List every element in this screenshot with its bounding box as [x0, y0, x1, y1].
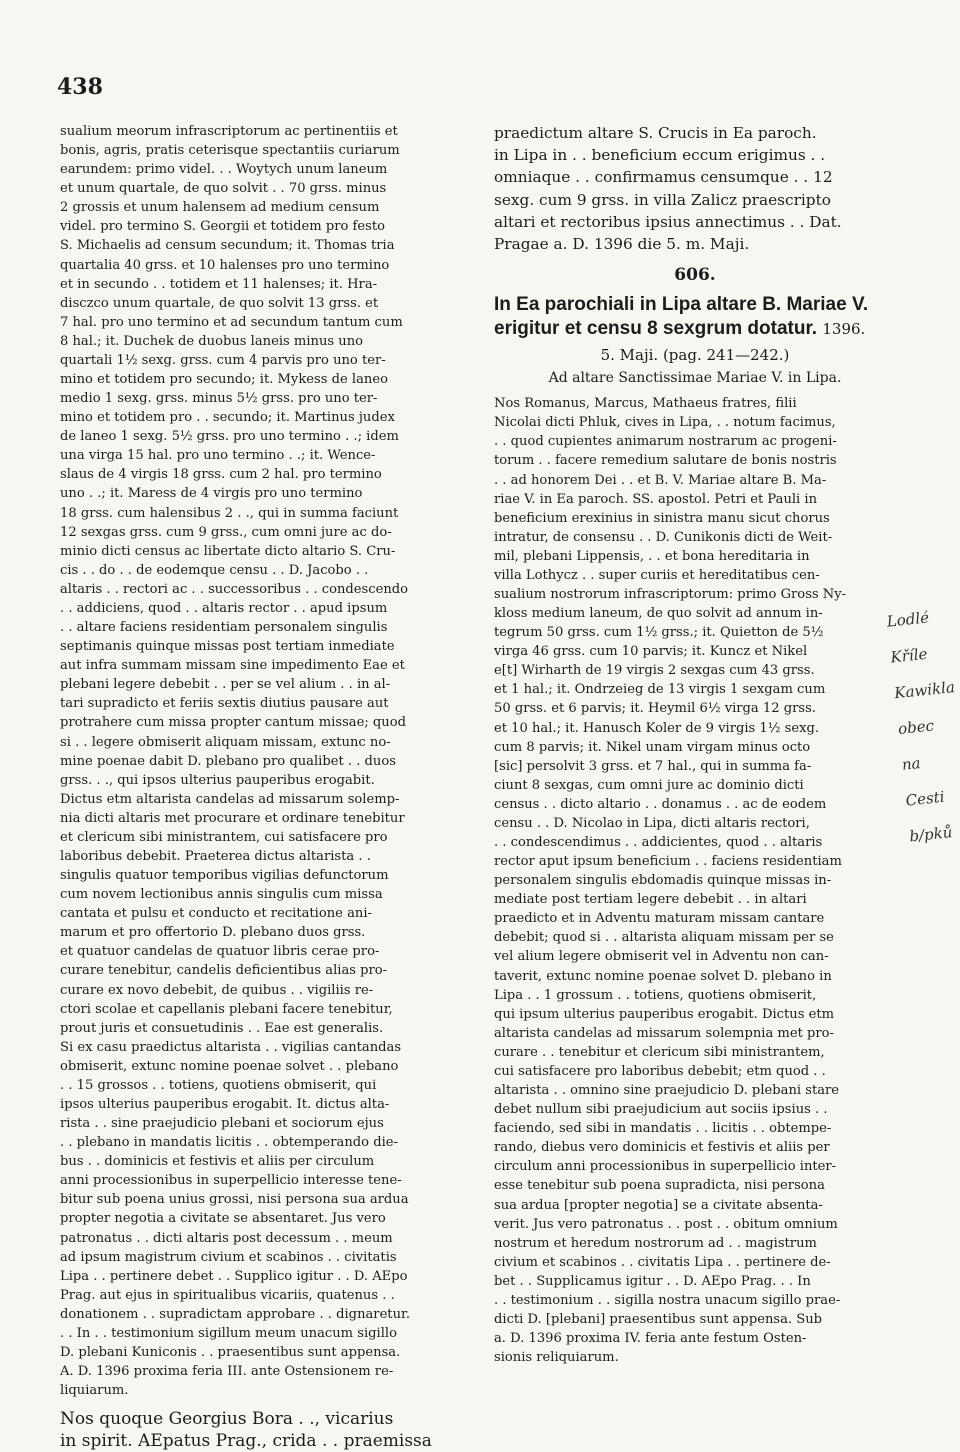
- text-line: . . 15 grossos . . totiens, quotiens obmiserit, qui: [60, 1077, 377, 1093]
- text-line: mil, plebani Lippensis, . . et bona hereditaria in: [494, 548, 810, 564]
- left-column: [60, 122, 472, 1452]
- text-line: grss. . ., qui ipsos ulterius pauperibus erogabit.: [60, 772, 375, 788]
- text-line: villa Lothycz . . super curiis et hereditatibus cen-: [494, 567, 820, 583]
- closing-line: in spirit. AEpatus Prag., crida . . praemissa: [60, 1431, 432, 1452]
- text-line: . . ad honorem Dei . . et B. V. Mariae altare B. Ma-: [494, 472, 827, 488]
- text-line: a. D. 1396 proxima IV. feria ante festum Osten-: [494, 1331, 807, 1347]
- text-line: laboribus debebit. Praeterea dictus altarista . .: [60, 848, 371, 864]
- text-line: Nos Romanus, Marcus, Mathaeus fratres, filii: [494, 396, 797, 412]
- margin-note: b/pků: [908, 823, 954, 846]
- text-line: septimanis quinque missas post tertiam inmediate: [60, 639, 395, 655]
- text-line: quartali 1½ sexg. grss. cum 4 parvis pro uno ter-: [60, 352, 386, 368]
- text-line: slaus de 4 virgis 18 grss. cum 2 hal. pro termino: [60, 467, 382, 483]
- text-line: aut infra summam missam sine impedimento Eae et: [60, 658, 405, 674]
- text-line: e[t] Wirharth de 19 virgis 2 sexgas cum 43 grss.: [494, 663, 815, 679]
- closing-line: Nos quoque Georgius Bora . ., vicarius: [60, 1409, 394, 1430]
- text-line: . . plebano in mandatis licitis . . obtemperando die-: [60, 1135, 398, 1151]
- text-line: D. plebani Kuniconis . . praesentibus sunt appensa.: [60, 1345, 401, 1360]
- heading-year: 1396.: [822, 320, 866, 339]
- text-line: sionis reliquiarum.: [494, 1350, 619, 1366]
- text-line: ctori scolae et capellanis plebani facere tenebitur,: [60, 1001, 393, 1017]
- page-number: 438: [57, 74, 103, 100]
- text-line: curare tenebitur, candelis deficientibus alias pro-: [60, 963, 388, 979]
- text-line: faciendo, sed sibi in mandatis . . licitis . . obtempe-: [494, 1121, 832, 1137]
- text-line: mino et totidem pro . . secundo; it. Martinus judex: [60, 410, 395, 426]
- right-column: [494, 122, 896, 1367]
- text-line: qui ipsum ulterius pauperibus erogabit. Dictus etm: [494, 1006, 835, 1022]
- margin-note: Kříle: [889, 644, 929, 667]
- margin-note: obec: [897, 716, 935, 739]
- heading-line-2-text: erigitur et censu 8 sexgrum dotatur.: [494, 318, 818, 340]
- text-line: dicti D. [plebani] praesentibus sunt appensa. Sub: [494, 1311, 823, 1327]
- text-line: 18 grss. cum halensibus 2 . ., qui in summa faciunt: [60, 505, 399, 521]
- text-line: altarista . . omnino sine praejudicio D. plebani stare: [494, 1083, 840, 1099]
- text-line: S. Michaelis ad censum secundum; it. Thomas tria: [60, 238, 395, 254]
- margin-note: Kawikla: [893, 678, 956, 703]
- text-line: 50 grss. et 6 parvis; it. Heymil 6½ virga 12 grss.: [494, 701, 816, 717]
- text-line: . . altare faciens residentiam personalem singulis: [60, 620, 388, 636]
- text-line: torum . . facere remedium salutare de bonis nostris: [494, 453, 837, 469]
- text-line: circulum anni processionibus in superpellicio inter-: [494, 1159, 837, 1175]
- text-line: riae V. in Ea paroch. SS. apostol. Petri et Pauli in: [494, 491, 818, 507]
- text-line: rista . . sine praejudicio plebani et sociorum ejus: [60, 1116, 384, 1132]
- left-closing-text: [60, 1408, 472, 1452]
- text-line: ad ipsum magistrum civium et scabinos . . civitatis: [60, 1249, 397, 1265]
- text-line: obmiserit, extunc nomine poenae solvet . . plebano: [60, 1058, 399, 1074]
- text-line: et quatuor candelas de quatuor libris cerae pro-: [60, 944, 380, 960]
- text-line: nia dicti altaris met procurare et ordinare tenebitur: [60, 810, 405, 826]
- text-line: prout juris et consuetudinis . . Eae est generalis.: [60, 1020, 384, 1036]
- text-line: curare . . tenebitur et clericum sibi ministrantem,: [494, 1044, 825, 1060]
- text-line: omniaque . . confirmamus censumque . . 12: [494, 168, 833, 187]
- text-line: sualium meorum infrascriptorum ac pertinentiis et: [60, 124, 398, 139]
- text-line: et clericum sibi ministrantem, cui satisfacere pro: [60, 829, 388, 845]
- text-line: propter negotia a civitate se absentaret. Jus vero: [60, 1211, 386, 1227]
- text-line: . . addiciens, quod . . altaris rector . . apud ipsum: [60, 600, 388, 616]
- text-line: census . . dicto altario . . donamus . . ac de eodem: [494, 796, 827, 812]
- text-line: Lipa . . pertinere debet . . Supplico igitur . . D. AEpo: [60, 1268, 408, 1284]
- text-line: plebani legere debebit . . per se vel alium . . in al-: [60, 677, 391, 693]
- text-line: civium et scabinos . . civitatis Lipa . . pertinere de-: [494, 1254, 831, 1270]
- text-line: disczco unum quartale, de quo solvit 13 grss. et: [60, 295, 379, 311]
- text-line: mine poenae dabit D. plebano pro qualibet . . duos: [60, 753, 396, 769]
- text-line: earundem: primo videl. . . Woytych unum laneum: [60, 162, 388, 178]
- text-line: medio 1 sexg. grss. minus 5½ grss. pro uno ter-: [60, 391, 378, 407]
- right-body-text: [494, 394, 896, 1367]
- text-line: mino et totidem pro secundo; it. Mykess de laneo: [60, 372, 388, 388]
- text-line: bet . . Supplicamus igitur . . D. AEpo Prag. . . In: [494, 1273, 811, 1289]
- margin-note: Lodlé: [885, 608, 930, 631]
- text-line: donationem . . supradictam approbare . . dignaretur.: [60, 1306, 410, 1322]
- text-line: bitur sub poena unius grossi, nisi persona sua ardua: [60, 1192, 409, 1208]
- text-line: 2 grossis et unum halensem ad medium censum: [60, 200, 380, 216]
- text-line: videl. pro termino S. Georgii et totidem pro festo: [60, 219, 385, 235]
- text-line: Dictus etm altarista candelas ad missarum solemp-: [60, 791, 400, 807]
- text-line: et in secundo . . totidem et 11 halenses; it. Hra-: [60, 276, 378, 292]
- text-line: mediate post tertiam legere debebit . . in altari: [494, 892, 807, 908]
- text-line: anni processionibus in superpellicio interesse tene-: [60, 1173, 402, 1189]
- text-line: patronatus . . dicti altaris post decessum . . meum: [60, 1230, 393, 1246]
- text-line: cum 8 parvis; it. Nikel unam virgam minus octo: [494, 739, 811, 755]
- text-line: ipsos ulterius pauperibus erogabit. It. dictus alta-: [60, 1096, 390, 1112]
- text-line: rando, diebus vero dominicis et festivis et aliis per: [494, 1140, 830, 1156]
- text-line: altaris . . rectori ac . . successoribus . . condescendo: [60, 581, 409, 597]
- handwritten-margin-notes: [885, 598, 960, 855]
- text-line: et 1 hal.; it. Ondrzeieg de 13 virgis 1 sexgam cum: [494, 682, 826, 698]
- document-number: 606.: [674, 265, 716, 286]
- text-line: quartalia 40 grss. et 10 halenses pro uno termino: [60, 257, 390, 273]
- text-line: altari et rectoribus ipsius annectimus . . Dat.: [494, 212, 842, 231]
- text-line: sualium nostrorum infrascriptorum: primo Gross Ny-: [494, 587, 847, 602]
- text-line: beneficium erexinius in sinistra manu sicut chorus: [494, 510, 830, 526]
- text-line: . . quod cupientes animarum nostrarum ac progeni-: [494, 434, 837, 450]
- text-line: . . testimonium . . sigilla nostra unacum sigillo prae-: [494, 1292, 841, 1308]
- text-line: altarista candelas ad missarum solempnia met pro-: [494, 1025, 834, 1041]
- text-line: cum novem lectionibus annis singulis cum missa: [60, 887, 383, 903]
- text-line: verit. Jus vero patronatus . . post . . obitum omnium: [494, 1216, 838, 1232]
- text-line: esse tenebitur sub poena supradicta, nisi persona: [494, 1178, 825, 1194]
- text-line: censu . . D. Nicolao in Lipa, dicti altaris rectori,: [494, 815, 810, 831]
- text-line: virga 46 grss. cum 10 parvis; it. Kuncz et Nikel: [494, 644, 808, 660]
- text-line: praedictum altare S. Crucis in Ea paroch.: [494, 124, 817, 142]
- text-line: . . condescendimus . . addicientes, quod . . altaris: [494, 835, 823, 851]
- text-line: kloss medium laneum, de quo solvit ad annum in-: [494, 606, 823, 622]
- text-line: curare ex novo debebit, de quibus . . vigiliis re-: [60, 982, 374, 998]
- text-line: intratur, de consensu . . D. Cunikonis dicti de Weit-: [494, 529, 833, 545]
- text-line: Prag. aut ejus in spiritualibus vicariis, quatenus . .: [60, 1287, 395, 1303]
- text-line: 8 hal.; it. Duchek de duobus laneis minus uno: [60, 333, 364, 349]
- margin-note: na Cesti: [900, 754, 946, 810]
- text-line: 7 hal. pro uno termino et ad secundum tantum cum: [60, 314, 403, 330]
- text-line: cis . . do . . de eodemque censu . . D. Jacobo . .: [60, 562, 369, 578]
- text-line: singulis quatuor temporibus vigilias defunctorum: [60, 868, 389, 884]
- text-line: si . . legere obmiserit aliquam missam, extunc no-: [60, 734, 391, 750]
- heading-line-1: In Ea parochiali in Lipa altare B. Mariae V.: [494, 294, 869, 316]
- text-line: cantata et pulsu et conducto et recitatione ani-: [60, 906, 372, 922]
- text-line: Nicolai dicti Phluk, cives in Lipa, . . notum facimus,: [494, 415, 836, 431]
- text-line: in Lipa in . . beneficium eccum erigimus . .: [494, 146, 826, 165]
- text-line: . . In . . testimonium sigillum meum unacum sigillo: [60, 1325, 397, 1341]
- text-line: personalem singulis ebdomadis quinque missas in-: [494, 873, 832, 889]
- text-line: tegrum 50 grss. cum 1½ grss.; it. Quietton de 5½: [494, 625, 824, 641]
- text-line: bus . . dominicis et festivis et aliis per circulum: [60, 1154, 375, 1170]
- text-line: A. D. 1396 proxima feria III. ante Ostensionem re-: [60, 1364, 394, 1380]
- heading-line-2: [494, 317, 896, 341]
- text-line: 12 sexgas grss. cum 9 grss., cum omni jure ac do-: [60, 524, 392, 540]
- text-line: nostrum et heredum nostrorum ad . . magistrum: [494, 1235, 817, 1251]
- text-line: protrahere cum missa propter cantum missae; quod: [60, 715, 406, 731]
- heading-date: 5. Maji. (pag. 241—242.): [600, 346, 790, 365]
- text-line: marum et pro offertorio D. plebano duos grss.: [60, 925, 366, 941]
- text-line: tari supradicto et feriis sextis diutius pausare aut: [60, 696, 389, 712]
- text-line: cui satisfacere pro laboribus debebit; etm quod . .: [494, 1063, 826, 1079]
- text-line: bonis, agris, pratis ceterisque spectantiis curiarum: [60, 143, 400, 159]
- text-line: una virga 15 hal. pro uno termino . .; it. Wence-: [60, 448, 376, 464]
- text-line: sua ardua [propter negotia] se a civitate absenta-: [494, 1197, 823, 1213]
- text-line: sexg. cum 9 grss. in villa Zalicz praescripto: [494, 190, 831, 209]
- text-line: Pragae a. D. 1396 die 5. m. Maji.: [494, 235, 750, 254]
- text-line: rector aput ipsum beneficium . . faciens residentiam: [494, 854, 842, 870]
- text-line: taverit, extunc nomine poenae solvet D. plebano in: [494, 968, 832, 984]
- text-line: et 10 hal.; it. Hanusch Koler de 9 virgis 1½ sexg.: [494, 720, 820, 736]
- text-line: uno . .; it. Maress de 4 virgis pro uno termino: [60, 486, 363, 502]
- text-line: minio dicti census ac libertate dicto altario S. Cru-: [60, 543, 396, 559]
- left-body-text: [60, 122, 472, 1400]
- text-line: Si ex casu praedictus altarista . . vigilias cantandas: [60, 1039, 402, 1055]
- dedication-line: Ad altare Sanctissimae Mariae V. in Lipa.: [548, 370, 842, 387]
- right-top-text: [494, 122, 896, 255]
- text-line: praedicto et in Adventu maturam missam cantare: [494, 911, 825, 927]
- text-line: ciunt 8 sexgas, cum omni jure ac dominio dicti: [494, 777, 804, 793]
- text-line: [sic] persolvit 3 grss. et 7 hal., qui in summa fa-: [494, 758, 812, 774]
- text-line: Lipa . . 1 grossum . . totiens, quotiens obmiserit,: [494, 987, 817, 1003]
- text-line: debet nullum sibi praejudicium aut sociis ipsius . .: [494, 1102, 828, 1118]
- text-line: de laneo 1 sexg. 5½ grss. pro uno termino . .; idem: [60, 429, 399, 445]
- text-line: et unum quartale, de quo solvit . . 70 grss. minus: [60, 181, 387, 197]
- text-line: vel alium legere obmiserit vel in Adventu non can-: [494, 949, 829, 965]
- document-heading: [494, 293, 896, 341]
- text-line: debebit; quod si . . altarista aliquam missam per se: [494, 930, 834, 946]
- text-line: liquiarum.: [60, 1383, 129, 1399]
